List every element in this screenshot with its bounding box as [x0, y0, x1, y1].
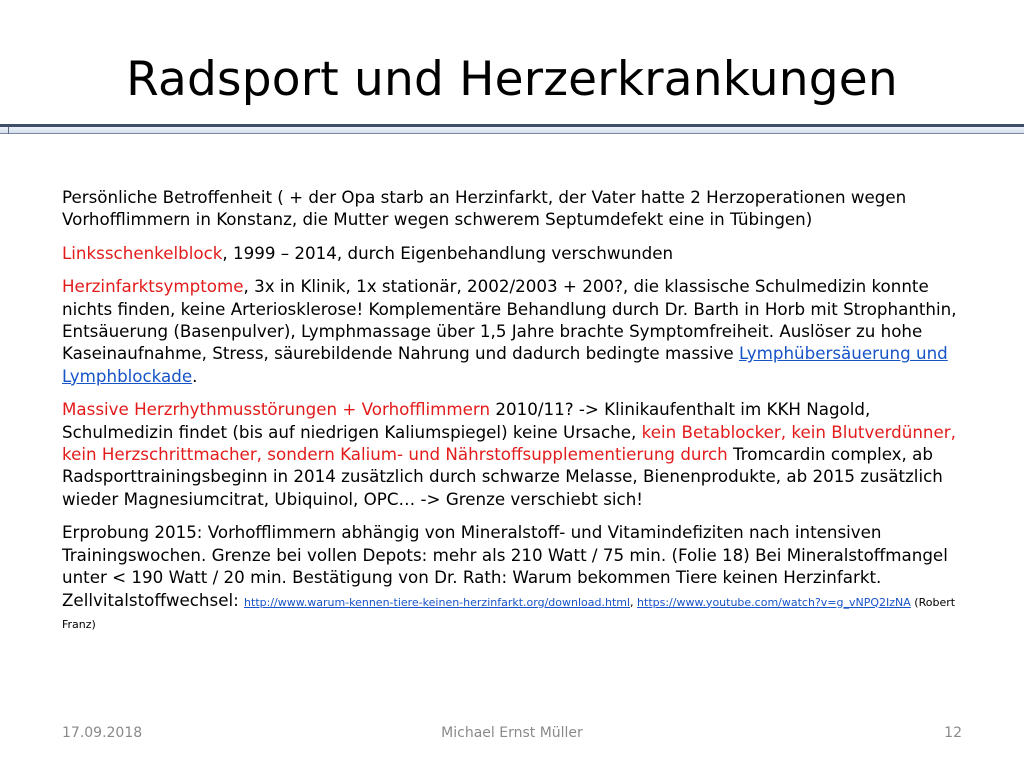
highlight-linksschenkelblock: Linksschenkelblock: [62, 242, 223, 263]
paragraph-personal: [62, 186, 982, 231]
footer-page-number: 12: [944, 725, 962, 741]
links-separator: ,: [630, 595, 638, 609]
paragraph-arrhythmia-text-2: Tromcardin complex, ab Radsporttrainingsbeginn in 2014 zusätzlich durch schwarze Melasse, Bienenprodukte, ab 2015 zusätzlich wieder Magnesiumcitrat, Ubiquinol, OPC… -> Grenze verschiebt sich!: [62, 444, 943, 509]
link-youtube[interactable]: https://www.youtube.com/watch?v=g_vNPQ2IzNA: [637, 595, 911, 609]
footer-date: 17.09.2018: [62, 725, 143, 741]
title-divider: [0, 124, 1024, 138]
paragraph-bundle-branch-block: [62, 242, 982, 264]
divider-tick: [8, 127, 9, 134]
footer-author: Michael Ernst Müller: [441, 725, 583, 741]
paragraph-symptoms-text: , 3x in Klinik, 1x stationär, 2002/2003 + 200?, die klassische Schulmedizin konnte nichts finden, keine Arteriosklerose! Komplementäre Behandlung durch Dr. Barth in Horb mit Strophanthin, Entsäuerung (Basenpulver), Lymphmassage über 1,5 Jahre brachte Symptomfreiheit. Auslöser zu hohe Kaseinaufnahme, Stress, säurebildende Nahrung und dadurch bedingte massive: [62, 276, 957, 364]
paragraph-arrhythmia: [62, 398, 982, 510]
link-warum-kennen-tiere[interactable]: http://www.warum-kennen-tiere-keinen-herzinfarkt.org/download.html: [244, 595, 631, 609]
paragraph-heart-attack-symptoms: [62, 275, 982, 387]
highlight-herzinfarktsymptome: Herzinfarktsymptome: [62, 276, 244, 297]
paragraph-symptoms-end: .: [192, 365, 198, 386]
paragraph-arrhythmia-text: 2010/11? -> Klinikaufenthalt im KKH Nagold, Schulmedizin findet (bis auf niedrigen Kaliumspiegel) keine Ursache,: [62, 399, 871, 442]
paragraph-trial-2015: [62, 521, 982, 633]
reference-author: (Robert Franz): [62, 595, 956, 631]
link-lymphuebersaeuerung[interactable]: Lymphübersäuerung und Lymphblockade: [62, 343, 948, 386]
slide-title: Radsport und Herzerkrankungen: [126, 52, 898, 107]
slide-body: [62, 186, 982, 644]
highlight-herzrhythmusstoerungen: Massive Herzrhythmusstörungen + Vorhofflimmern: [62, 399, 491, 420]
paragraph-bundle-branch-text: , 1999 – 2014, durch Eigenbehandlung verschwunden: [222, 242, 674, 263]
paragraph-trial-text: Erprobung 2015: Vorhofflimmern abhängig von Mineralstoff- und Vitamindefiziten nach intensiven Trainingswochen. Grenze bei vollen Depots: mehr als 210 Watt / 75 min. (Folie 18) Bei Mineralstoffmangel unter < 190 Watt / 20 min. Bestätigung von Dr. Rath: Warum bekommen Tiere keinen Herzinfarkt. Zellvitalstoffwechsel:: [62, 522, 948, 610]
divider-band: [0, 127, 1024, 134]
paragraph-personal-text: Persönliche Betroffenheit ( + der Opa starb an Herzinfarkt, der Vater hatte 2 Herzoperationen wegen Vorhofflimmern in Konstanz, die Mutter wegen schwerem Septumdefekt eine in Tübingen): [62, 187, 907, 230]
highlight-no-betablocker: kein Betablocker, kein Blutverdünner, kein Herzschrittmacher, sondern Kalium- und Nährstoffsupplementierung durch: [62, 421, 956, 465]
